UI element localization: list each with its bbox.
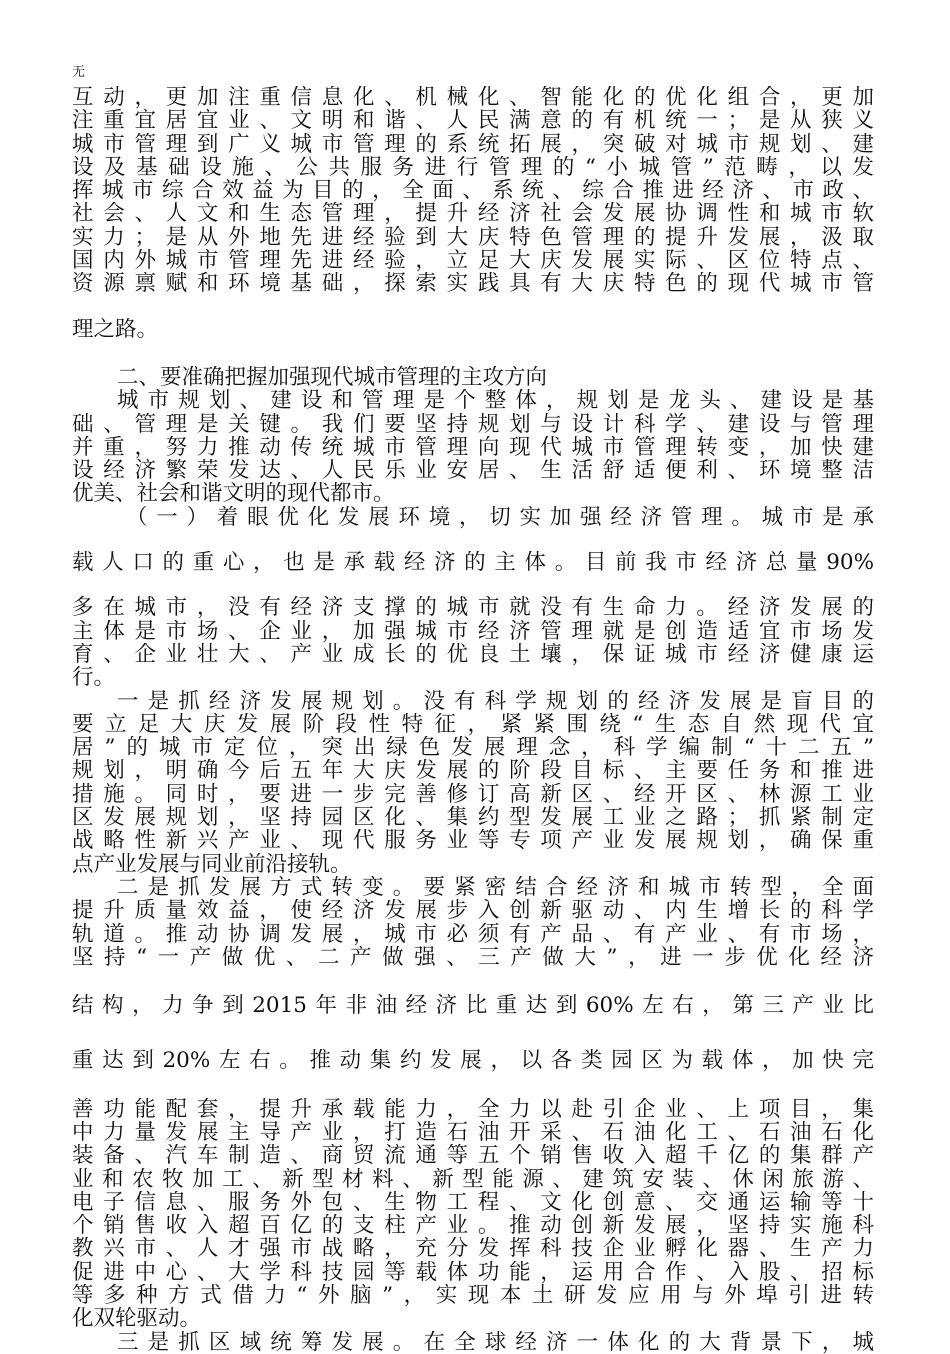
section-heading: 二、要准确把握加强现代城市管理的主攻方向 (117, 365, 548, 390)
text-line: 设及基础设施、公共服务进行管理的“小城管”范畴，以发 (72, 155, 874, 180)
text-line: 规划，明确今后五年大庆发展的阶段目标、主要任务和推进 (72, 759, 874, 783)
paragraph-lead: 三是抓区域统筹发展。在全球经济一体化的大背景下，城 (117, 1330, 874, 1354)
text-line: 轨道。推动协调发展，城市必须有产品、有产业、有市场， (72, 922, 874, 946)
text-line: 城市规划、建设和管理是个整体，规划是龙头、建设是基 (117, 389, 874, 413)
text-line: 电子信息、服务外包、生物工程、文化创意、交通运输等十 (72, 1190, 874, 1215)
text-line: 居”的城市定位，突出绿色发展理念，科学编制“十二五” (72, 736, 874, 760)
text-line: 善功能配套，提升承载能力，全力以赴引企业、上项目，集 (72, 1097, 874, 1121)
text-line: 装备、汽车制造、商贸流通等五个销售收入超千亿的集群产 (72, 1144, 874, 1168)
text-line: 点产业发展与同业前沿接轨。 (72, 852, 352, 876)
text-line: 重达到20%左右。推动集约发展，以各类园区为载体，加快完 (72, 1049, 874, 1073)
text-line: 优美、社会和谐文明的现代都市。 (72, 482, 395, 506)
text-line: 础、管理是关键。我们要坚持规划与设计科学、建设与管理 (72, 412, 874, 436)
text-line: 多在城市，没有经济支撑的城市就没有生命力。经济发展的 (72, 596, 874, 620)
text-line: 育、企业壮大、产业成长的优良土壤，保证城市经济健康运 (72, 642, 874, 667)
text-line: 要立足大庆发展阶段性特征，紧紧围绕“生态自然现代宜 (72, 712, 874, 737)
text-line: 等多种方式借力“外脑”，实现本土研发应用与外埠引进转 (72, 1284, 874, 1308)
text-line: 区发展规划，坚持园区化、集约型发展工业之路；抓紧制定 (72, 806, 874, 830)
subsection-heading: （一）着眼优化发展环境，切实加强经济管理。城市是承 (126, 505, 874, 530)
text-line: 城市管理到广义城市管理的系统拓展，突破对城市规划、建 (72, 132, 874, 156)
text-line: 个销售收入超百亿的支柱产业。推动创新发展，坚持实施科 (72, 1214, 874, 1238)
text-line: 教兴市、人才强市战略，充分发挥科技企业孵化器、生产力 (72, 1237, 874, 1261)
text-line: 业和农牧加工、新型材料、新型能源、建筑安装、休闲旅游、 (72, 1167, 874, 1191)
text-line: 互动，更加注重信息化、机械化、智能化的优化组合，更加 (72, 86, 874, 110)
document-body (72, 86, 874, 1354)
text-line: 化双轮驱动。 (72, 1307, 202, 1331)
paragraph-lead: 一是抓经济发展规划。没有科学规划的经济发展是盲目的 (117, 689, 874, 713)
text-line: 实力；是从外地先进经验到大庆特色管理的提升发展，汲取 (72, 225, 874, 250)
text-line: 措施。同时，要进一步完善修订高新区、经开区、林源工业 (72, 782, 874, 807)
text-line: 并重，努力推动传统城市管理向现代城市管理转变，加快建 (72, 435, 874, 460)
text-line: 国内外城市管理先进经验，立足大庆发展实际、区位特点、 (72, 249, 874, 273)
text-line: 坚持“一产做优、二产做强、三产做大”，进一步优化经济 (72, 945, 874, 970)
text-line: 行。 (72, 666, 116, 690)
paragraph-lead: 二是抓发展方式转变。要紧密结合经济和城市转型，全面 (117, 875, 874, 900)
text-line: 社会、人文和生态管理，提升经济社会发展协调性和城市软 (72, 202, 874, 226)
text-line: 战略性新兴产业、现代服务业等专项产业发展规划，确保重 (72, 829, 874, 853)
text-line: 理之路。 (72, 317, 159, 341)
text-line: 挥城市综合效益为目的，全面、系统、综合推进经济、市政、 (72, 179, 874, 203)
page-header: 无 (72, 65, 86, 80)
text-line: 促进中心、大学科技园等载体功能，运用合作、入股、招标 (72, 1260, 874, 1285)
text-line: 提升质量效益，使经济发展步入创新驱动、内生增长的科学 (72, 899, 874, 923)
text-line: 主体是市场、企业，加强城市经济管理就是创造适宜市场发 (72, 619, 874, 643)
text-line: 中力量发展主导产业，打造石油开采、石油化工、石油石化 (72, 1120, 874, 1145)
text-line: 设经济繁荣发达、人民乐业安居、生活舒适便利、环境整洁 (72, 459, 874, 483)
text-line: 资源禀赋和环境基础，探索实践具有大庆特色的现代城市管 (72, 272, 874, 296)
text-line: 注重宜居宜业、文明和谐、人民满意的有机统一；是从狭义 (72, 109, 874, 133)
text-line: 结构，力争到2015年非油经济比重达到60%左右，第三产业比 (72, 994, 874, 1018)
text-line: 载人口的重心，也是承载经济的主体。目前我市经济总量90% (72, 551, 874, 575)
